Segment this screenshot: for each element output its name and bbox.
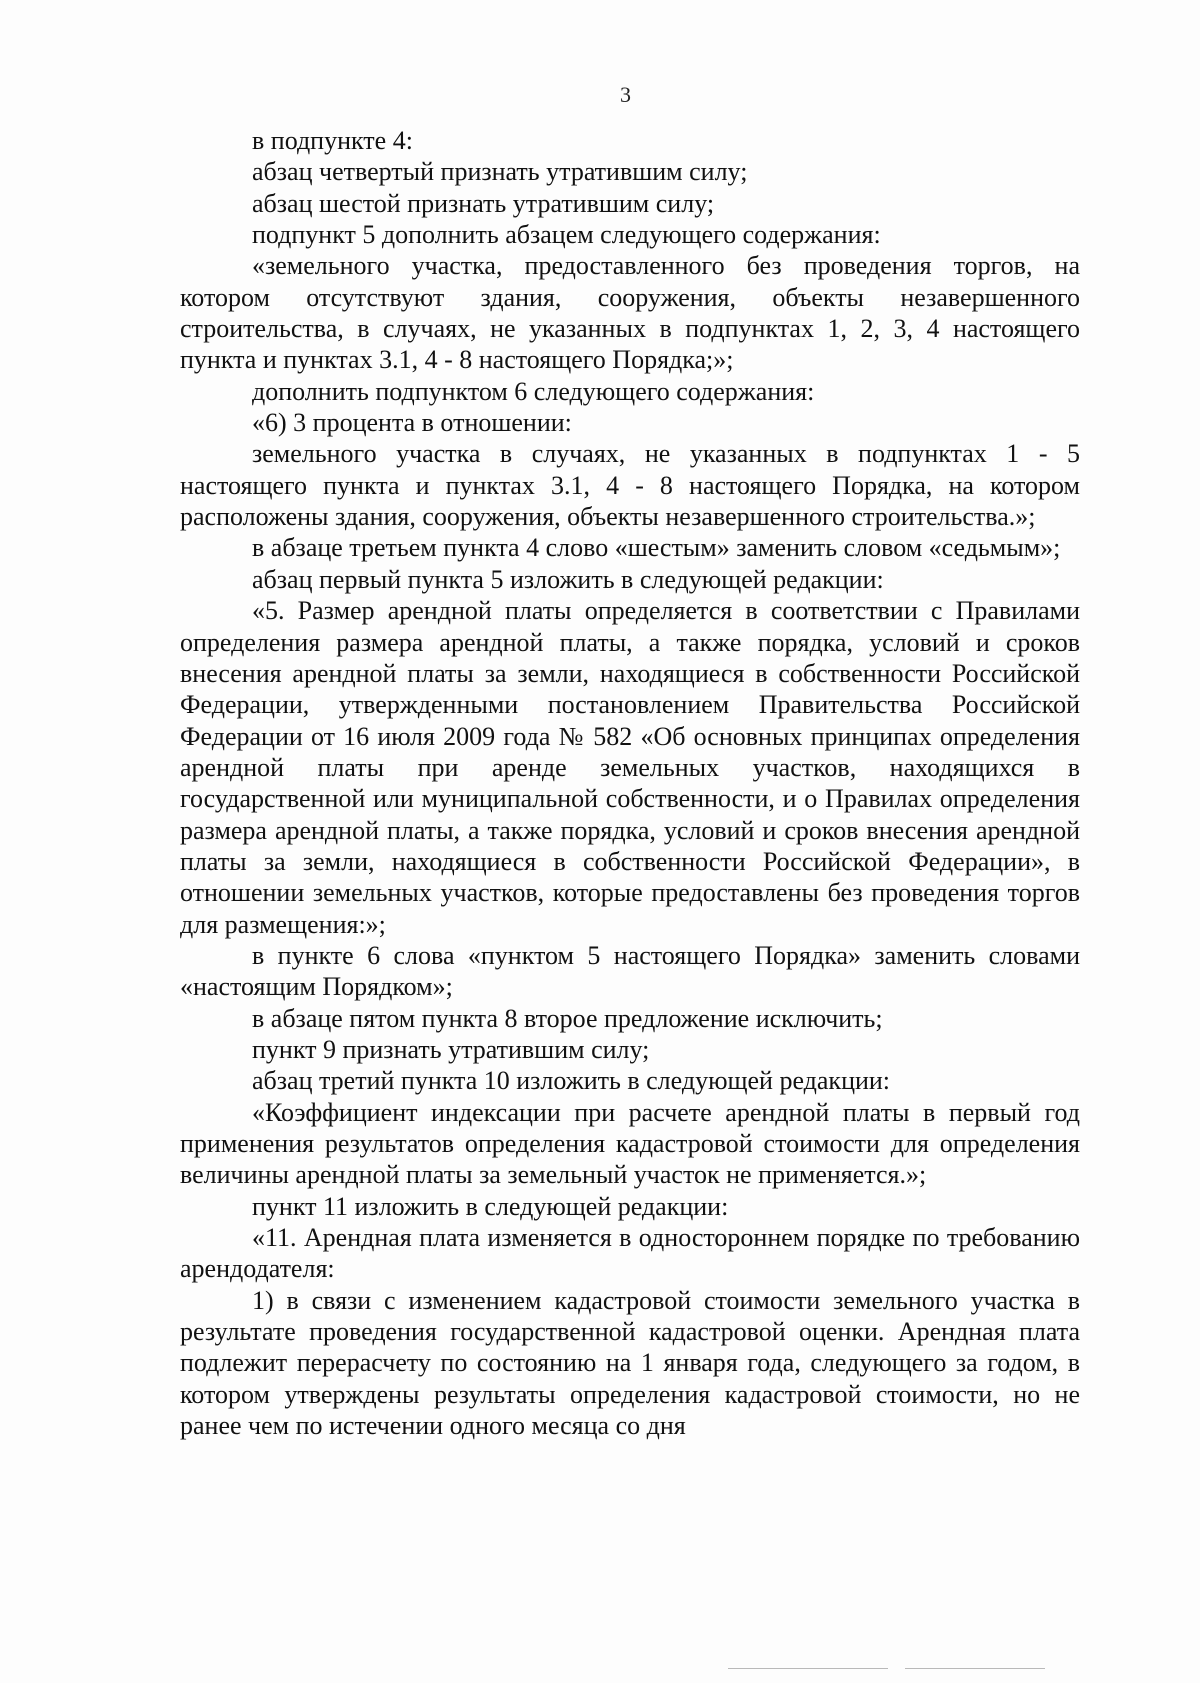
paragraph: 1) в связи с изменением кадастровой стоимости земельного участка в результате проведения государственной кадастровой оценки. Арендная плата подлежит перерасчету по состоянию на 1 января года, следующего за годом, в котором утверждены результаты определения кадастровой стоимости, но не ранее чем по истечении одного месяца со дня (180, 1285, 1080, 1441)
paragraph: подпункт 5 дополнить абзацем следующего содержания: (252, 220, 881, 250)
paragraph: в абзаце пятом пункта 8 второе предложение исключить; (252, 1003, 883, 1033)
scan-artifact-line (728, 1668, 888, 1669)
paragraph: «5. Размер арендной платы определяется в соответствии с Правилами определения размера арендной платы, а также порядка, условий и сроков внесения арендной платы за земли, находящиеся в собственности Российской Федерации, утвержденными постановлением Правительства Российской Федерации от 16 июля 2009 года № 582 «Об основных принципах определения арендной платы при аренде земельных участков, находящихся в государственной или муниципальной собственности, и о Правилах определения размера арендной платы, а также порядка, условий и сроков внесения арендной платы за земли, находящиеся в собственности Российской Федерации», в отношении земельных участков, которые предоставлены без проведения торгов для размещения:»; (180, 596, 1080, 939)
paragraph: земельного участка в случаях, не указанных в подпунктах 1 - 5 настоящего пункта и пунктах 3.1, 4 - 8 настоящего Порядка, на котором расположены здания, сооружения, объекты незавершенного строительства.»; (180, 439, 1080, 532)
paragraph: абзац четвертый признать утратившим силу; (252, 157, 748, 187)
document-body (180, 125, 1080, 1441)
paragraph: пункт 11 изложить в следующей редакции: (252, 1191, 729, 1221)
paragraph: в пункте 6 слова «пунктом 5 настоящего Порядка» заменить словами «настоящим Порядком»; (180, 940, 1080, 1002)
paragraph: абзац первый пункта 5 изложить в следующей редакции: (252, 564, 884, 594)
page-number: 3 (620, 82, 631, 107)
scan-artifact-line (905, 1668, 1045, 1669)
paragraph: абзац третий пункта 10 изложить в следующей редакции: (252, 1066, 891, 1096)
paragraph: «земельного участка, предоставленного без проведения торгов, на котором отсутствуют здания, сооружения, объекты незавершенного строительства, в случаях, не указанных в подпунктах 1, 2, 3, 4 настоящего пункта и пунктах 3.1, 4 - 8 настоящего Порядка;»; (180, 251, 1080, 375)
paragraph: в подпункте 4: (252, 126, 413, 155)
paragraph: «6) 3 процента в отношении: (252, 408, 572, 438)
paragraph: дополнить подпунктом 6 следующего содержания: (252, 376, 815, 406)
paragraph: пункт 9 признать утратившим силу; (252, 1034, 650, 1064)
paragraph: «Коэффициент индексации при расчете арендной платы в первый год применения результатов определения кадастровой стоимости для определения величины арендной платы за земельный участок не применяется.»; (180, 1097, 1080, 1190)
paragraph: в абзаце третьем пункта 4 слово «шестым» заменить словом «седьмым»; (252, 533, 1061, 563)
paragraph: «11. Арендная плата изменяется в одностороннем порядке по требованию арендодателя: (180, 1223, 1080, 1284)
paragraph: абзац шестой признать утратившим силу; (252, 188, 715, 218)
